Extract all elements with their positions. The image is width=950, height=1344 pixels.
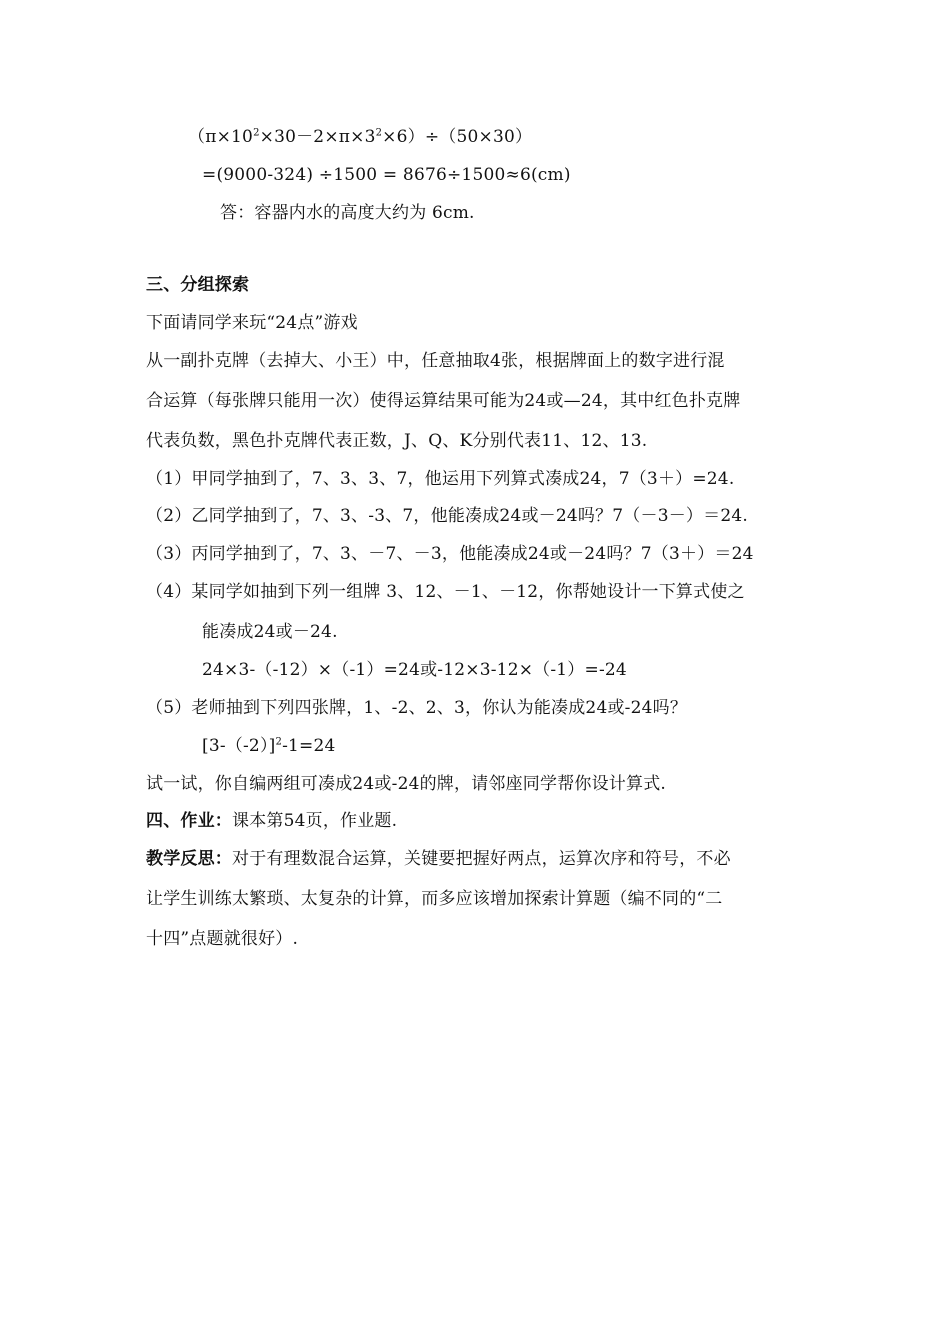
section-4-heading: 四、作业： bbox=[146, 811, 232, 831]
calc-line-1-part-b: ×30－2×π×3 bbox=[259, 127, 376, 147]
section-3-heading: 三、分组探索 bbox=[146, 275, 250, 295]
question-item-1: （1）甲同学抽到了，7、3、3、7，他运用下列算式凑成24，7（3＋）=24. bbox=[146, 469, 735, 489]
reflection-heading: 教学反思： bbox=[146, 849, 232, 869]
section-3-intro: 下面请同学来玩“24点”游戏 bbox=[146, 313, 358, 333]
calc-answer: 答：容器内水的高度大约为 6cm. bbox=[220, 203, 475, 223]
question-item-4-continued: 能凑成24或－24. bbox=[202, 622, 338, 642]
reflection-line-1 bbox=[146, 848, 731, 870]
homework-text: 课本第54页，作业题. bbox=[232, 811, 398, 831]
calc-line-1-part-c: ×6）÷（50×30） bbox=[382, 127, 533, 147]
question-item-4: （4）某同学如抽到下列一组牌 3、12、－1、－12，你帮她设计一下算式使之 bbox=[146, 582, 745, 602]
exponent: 2 bbox=[253, 127, 260, 139]
exponent: 2 bbox=[275, 736, 283, 748]
rules-paragraph-line-3: 代表负数，黑色扑克牌代表正数，J、Q、K分别代表11、12、13. bbox=[146, 431, 648, 451]
calc-line-2: =(9000-324) ÷1500 = 8676÷1500≈6(cm) bbox=[202, 165, 571, 185]
question-item-5-formula bbox=[202, 735, 336, 757]
question-item-2: （2）乙同学抽到了，7、3、-3、7，他能凑成24或－24吗？7（－3－）＝24. bbox=[146, 506, 748, 526]
question-item-3: （3）丙同学抽到了，7、3、－7、－3，他能凑成24或－24吗？7（3＋）＝24 bbox=[146, 544, 754, 564]
reflection-line-2: 让学生训练太繁琐、太复杂的计算，而多应该增加探索计算题（编不同的“二 bbox=[146, 889, 723, 909]
rules-paragraph-line-1: 从一副扑克牌（去掉大、小王）中，任意抽取4张，根据牌面上的数字进行混 bbox=[146, 351, 725, 371]
question-item-5: （5）老师抽到下列四张牌，1、-2、2、3，你认为能凑成24或-24吗？ bbox=[146, 698, 688, 718]
homework-line bbox=[146, 810, 397, 832]
question-item-4-formula: 24×3-（-12）×（-1）=24或-12×3-12×（-1）=-24 bbox=[202, 660, 627, 680]
reflection-text-1: 对于有理数混合运算，关键要把握好两点，运算次序和符号，不必 bbox=[232, 849, 731, 869]
calc-line-1 bbox=[188, 126, 532, 148]
rules-paragraph-line-2: 合运算（每张牌只能用一次）使得运算结果可能为24或—24，其中红色扑克牌 bbox=[146, 391, 741, 411]
exponent: 2 bbox=[375, 127, 383, 139]
formula-part-b: -1=24 bbox=[282, 736, 336, 756]
reflection-line-3: 十四”点题就很好）. bbox=[146, 929, 299, 949]
try-it-line: 试一试，你自编两组可凑成24或-24的牌，请邻座同学帮你设计算式. bbox=[146, 774, 667, 794]
calc-line-1-part-a: （π×10 bbox=[188, 127, 254, 147]
formula-part-a: [3-（-2）] bbox=[202, 736, 276, 756]
